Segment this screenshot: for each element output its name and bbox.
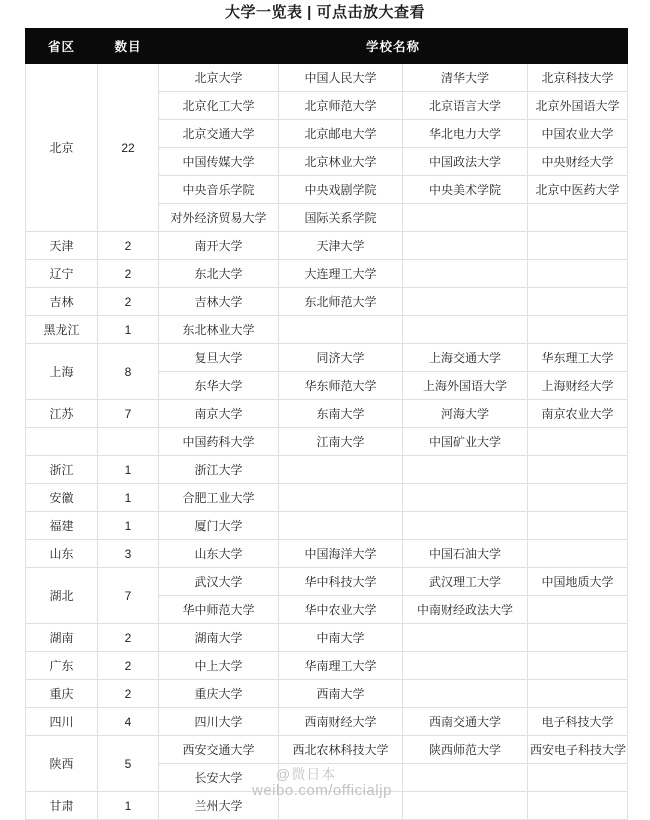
column-header-province: 省区 <box>26 29 98 64</box>
school-cell: 华中农业大学 <box>279 596 403 624</box>
table-header-row <box>26 29 628 64</box>
table-row <box>26 680 628 708</box>
table-row <box>26 736 628 764</box>
table-row <box>26 232 628 260</box>
school-cell: 东南大学 <box>279 400 403 428</box>
column-header-schools: 学校名称 <box>159 29 628 64</box>
table-row <box>26 428 628 456</box>
count-cell: 2 <box>98 652 159 680</box>
province-cell: 天津 <box>26 232 98 260</box>
school-cell: 中国农业大学 <box>528 120 628 148</box>
school-cell-empty <box>279 764 403 792</box>
school-cell-empty <box>528 484 628 512</box>
watermark-handle: @微日本 <box>276 766 337 782</box>
table-row <box>26 512 628 540</box>
province-cell-empty <box>26 428 98 456</box>
school-cell: 东北师范大学 <box>279 288 403 316</box>
school-cell-empty <box>528 764 628 792</box>
school-cell: 东北林业大学 <box>159 316 279 344</box>
school-cell-empty <box>528 512 628 540</box>
school-cell-empty <box>403 512 528 540</box>
school-cell-empty <box>528 260 628 288</box>
school-cell: 北京林业大学 <box>279 148 403 176</box>
school-cell: 华东师范大学 <box>279 372 403 400</box>
school-cell-empty <box>528 680 628 708</box>
school-cell: 山东大学 <box>159 540 279 568</box>
province-cell: 黑龙江 <box>26 316 98 344</box>
count-cell: 8 <box>98 344 159 400</box>
school-cell-empty <box>403 288 528 316</box>
university-table <box>25 28 628 820</box>
school-cell: 中南财经政法大学 <box>403 596 528 624</box>
school-cell: 中国药科大学 <box>159 428 279 456</box>
school-cell: 中央戏剧学院 <box>279 176 403 204</box>
school-cell: 中央美术学院 <box>403 176 528 204</box>
count-cell: 1 <box>98 456 159 484</box>
table-row <box>26 792 628 820</box>
school-cell-empty <box>528 456 628 484</box>
table-row <box>26 260 628 288</box>
school-cell-empty <box>528 792 628 820</box>
school-cell-empty <box>279 512 403 540</box>
school-cell: 中国石油大学 <box>403 540 528 568</box>
count-cell: 2 <box>98 288 159 316</box>
table-header <box>26 29 628 64</box>
school-cell-empty <box>279 792 403 820</box>
school-cell: 合肥工业大学 <box>159 484 279 512</box>
count-cell: 2 <box>98 260 159 288</box>
school-cell: 中央财经大学 <box>528 148 628 176</box>
table-row <box>26 652 628 680</box>
table-row <box>26 484 628 512</box>
count-cell: 22 <box>98 64 159 232</box>
school-cell: 南开大学 <box>159 232 279 260</box>
school-cell-empty <box>403 680 528 708</box>
school-cell: 电子科技大学 <box>528 708 628 736</box>
province-cell: 浙江 <box>26 456 98 484</box>
school-cell: 上海外国语大学 <box>403 372 528 400</box>
count-cell: 2 <box>98 680 159 708</box>
school-cell: 大连理工大学 <box>279 260 403 288</box>
school-cell-empty <box>528 288 628 316</box>
school-cell: 东北大学 <box>159 260 279 288</box>
school-cell-empty <box>403 484 528 512</box>
province-cell: 辽宁 <box>26 260 98 288</box>
school-cell: 清华大学 <box>403 64 528 92</box>
school-cell: 南京农业大学 <box>528 400 628 428</box>
school-cell-empty <box>403 456 528 484</box>
school-cell: 北京外国语大学 <box>528 92 628 120</box>
school-cell-empty <box>279 316 403 344</box>
table-row <box>26 400 628 428</box>
school-cell: 天津大学 <box>279 232 403 260</box>
school-cell: 对外经济贸易大学 <box>159 204 279 232</box>
count-cell: 2 <box>98 232 159 260</box>
school-cell: 兰州大学 <box>159 792 279 820</box>
province-cell: 湖南 <box>26 624 98 652</box>
province-cell: 安徽 <box>26 484 98 512</box>
province-cell: 湖北 <box>26 568 98 624</box>
school-cell: 河海大学 <box>403 400 528 428</box>
school-cell: 中国政法大学 <box>403 148 528 176</box>
school-cell: 南京大学 <box>159 400 279 428</box>
school-cell: 华南理工大学 <box>279 652 403 680</box>
school-cell: 华北电力大学 <box>403 120 528 148</box>
school-cell: 中国传媒大学 <box>159 148 279 176</box>
school-cell: 华中师范大学 <box>159 596 279 624</box>
school-cell: 北京大学 <box>159 64 279 92</box>
page-title: 大学一览表 | 可点击放大查看 <box>224 4 426 21</box>
school-cell: 浙江大学 <box>159 456 279 484</box>
school-cell-empty <box>403 316 528 344</box>
school-cell-empty <box>528 540 628 568</box>
province-cell: 北京 <box>26 64 98 232</box>
watermark-url: weibo.com/officialjp <box>252 782 392 799</box>
province-cell: 山东 <box>26 540 98 568</box>
school-cell: 华东理工大学 <box>528 344 628 372</box>
school-cell-empty <box>528 428 628 456</box>
school-cell: 西北农林科技大学 <box>279 736 403 764</box>
province-cell: 四川 <box>26 708 98 736</box>
school-cell: 中上大学 <box>159 652 279 680</box>
school-cell-empty <box>528 652 628 680</box>
count-cell: 1 <box>98 512 159 540</box>
count-cell: 1 <box>98 316 159 344</box>
table-row <box>26 316 628 344</box>
school-cell: 北京科技大学 <box>528 64 628 92</box>
province-cell: 甘肃 <box>26 792 98 820</box>
school-cell: 上海交通大学 <box>403 344 528 372</box>
university-table-container <box>25 28 627 820</box>
school-cell: 西南大学 <box>279 680 403 708</box>
column-header-count: 数目 <box>98 29 159 64</box>
province-cell: 重庆 <box>26 680 98 708</box>
school-cell: 西安交通大学 <box>159 736 279 764</box>
school-cell: 东华大学 <box>159 372 279 400</box>
school-cell-empty <box>528 204 628 232</box>
province-cell: 陕西 <box>26 736 98 792</box>
school-cell: 复旦大学 <box>159 344 279 372</box>
school-cell: 上海财经大学 <box>528 372 628 400</box>
school-cell-empty <box>403 260 528 288</box>
province-cell: 福建 <box>26 512 98 540</box>
table-row <box>26 344 628 372</box>
school-cell: 西南财经大学 <box>279 708 403 736</box>
table-row <box>26 64 628 92</box>
count-cell: 5 <box>98 736 159 792</box>
school-cell-empty <box>528 624 628 652</box>
province-cell: 上海 <box>26 344 98 400</box>
school-cell-empty <box>403 204 528 232</box>
school-cell: 北京师范大学 <box>279 92 403 120</box>
table-row <box>26 624 628 652</box>
school-cell: 中国海洋大学 <box>279 540 403 568</box>
school-cell-empty <box>403 652 528 680</box>
school-cell-empty <box>403 792 528 820</box>
table-row <box>26 568 628 596</box>
school-cell: 长安大学 <box>159 764 279 792</box>
count-cell: 1 <box>98 484 159 512</box>
count-cell: 2 <box>98 624 159 652</box>
school-cell: 武汉理工大学 <box>403 568 528 596</box>
school-cell-empty <box>403 624 528 652</box>
school-cell: 中国矿业大学 <box>403 428 528 456</box>
table-row <box>26 456 628 484</box>
school-cell: 中国人民大学 <box>279 64 403 92</box>
count-cell-empty <box>98 428 159 456</box>
school-cell: 北京语言大学 <box>403 92 528 120</box>
table-body <box>26 64 628 820</box>
province-cell: 广东 <box>26 652 98 680</box>
school-cell: 吉林大学 <box>159 288 279 316</box>
count-cell: 1 <box>98 792 159 820</box>
school-cell: 中南大学 <box>279 624 403 652</box>
count-cell: 3 <box>98 540 159 568</box>
school-cell: 北京中医药大学 <box>528 176 628 204</box>
school-cell: 西安电子科技大学 <box>528 736 628 764</box>
school-cell-empty <box>279 456 403 484</box>
school-cell: 重庆大学 <box>159 680 279 708</box>
school-cell: 同济大学 <box>279 344 403 372</box>
school-cell-empty <box>403 232 528 260</box>
school-cell: 厦门大学 <box>159 512 279 540</box>
school-cell: 国际关系学院 <box>279 204 403 232</box>
table-row <box>26 288 628 316</box>
school-cell-empty <box>528 316 628 344</box>
province-cell: 江苏 <box>26 400 98 428</box>
count-cell: 4 <box>98 708 159 736</box>
table-row <box>26 708 628 736</box>
school-cell: 陕西师范大学 <box>403 736 528 764</box>
school-cell-empty <box>279 484 403 512</box>
school-cell: 北京化工大学 <box>159 92 279 120</box>
table-row <box>26 540 628 568</box>
school-cell: 武汉大学 <box>159 568 279 596</box>
school-cell: 西南交通大学 <box>403 708 528 736</box>
count-cell: 7 <box>98 400 159 428</box>
school-cell: 华中科技大学 <box>279 568 403 596</box>
school-cell: 湖南大学 <box>159 624 279 652</box>
count-cell: 7 <box>98 568 159 624</box>
school-cell: 北京交通大学 <box>159 120 279 148</box>
school-cell: 中国地质大学 <box>528 568 628 596</box>
province-cell: 吉林 <box>26 288 98 316</box>
school-cell: 北京邮电大学 <box>279 120 403 148</box>
school-cell-empty <box>403 764 528 792</box>
school-cell: 中央音乐学院 <box>159 176 279 204</box>
school-cell: 四川大学 <box>159 708 279 736</box>
school-cell-empty <box>528 232 628 260</box>
school-cell-empty <box>528 596 628 624</box>
school-cell: 江南大学 <box>279 428 403 456</box>
